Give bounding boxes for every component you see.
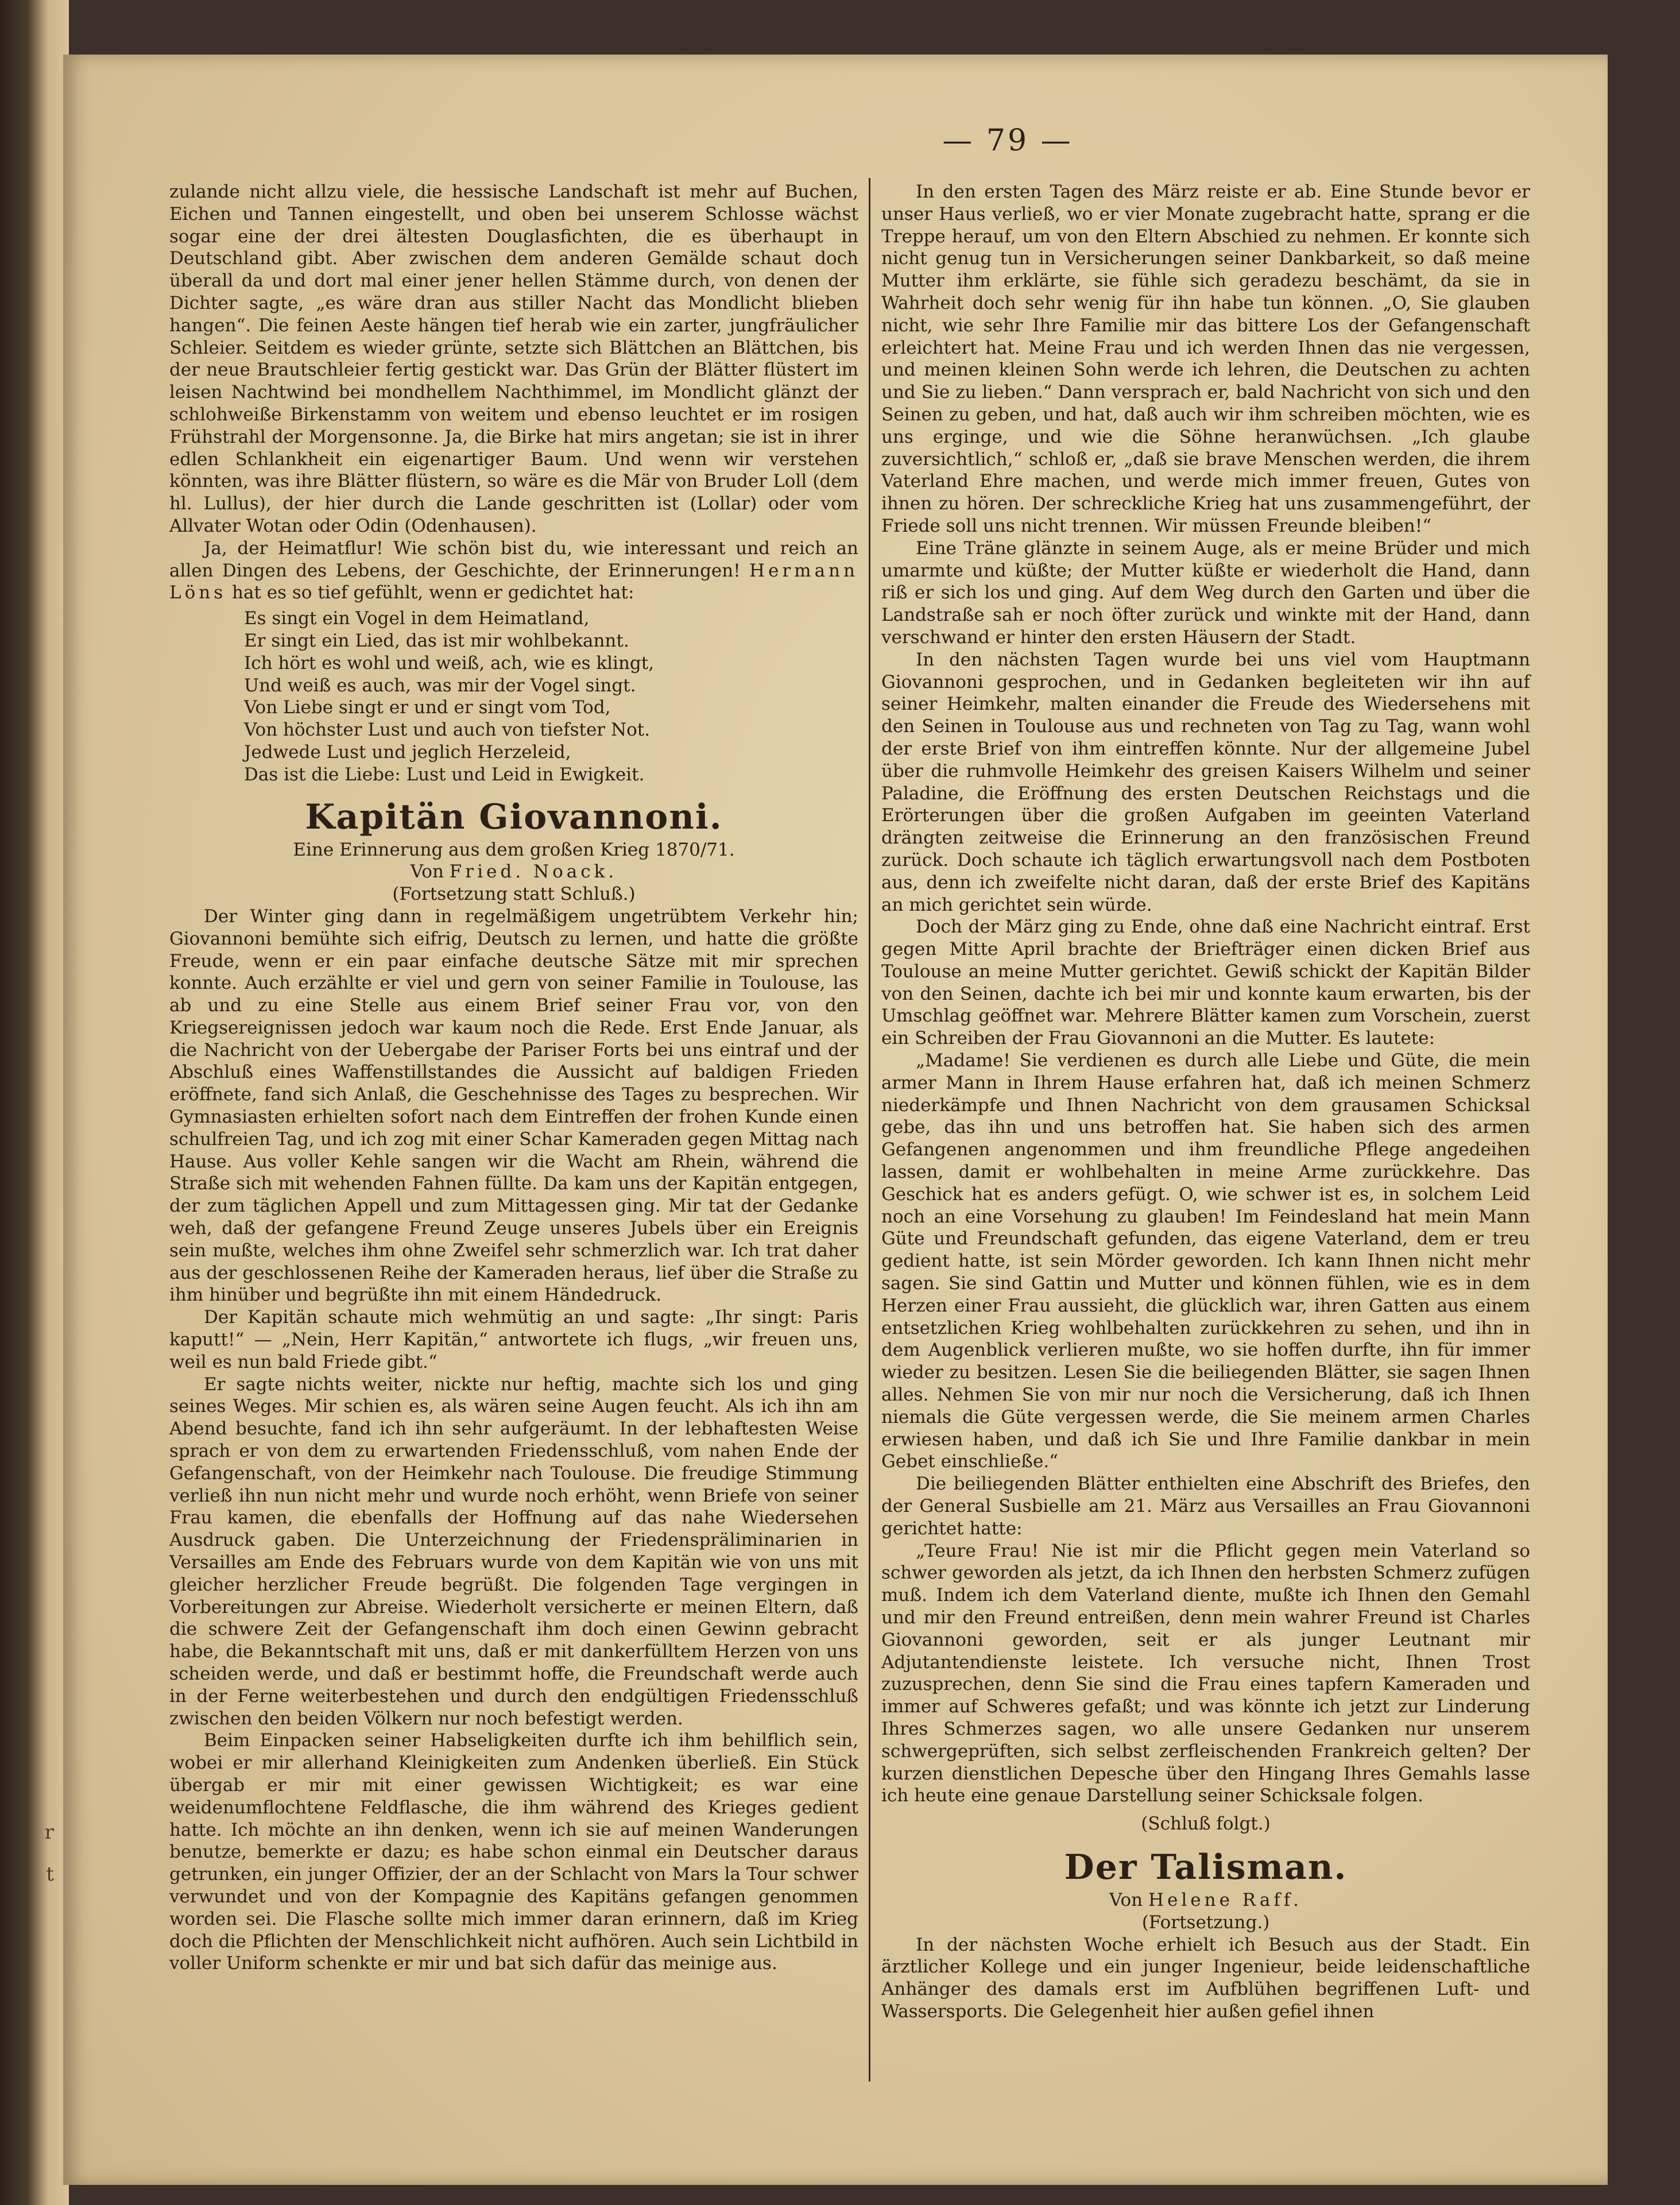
story-subtitle: Eine Erinnerung aus dem großen Krieg 1870/71. <box>293 839 735 860</box>
page <box>63 55 1608 2185</box>
margin-fragment <box>6 1089 57 1110</box>
margin-fragment <box>6 1948 57 1969</box>
margin-fragment <box>6 1843 57 1864</box>
poem-line: Es singt ein Vogel in dem Heimatland, <box>244 608 590 629</box>
margin-fragment <box>6 1403 57 1424</box>
margin-fragment <box>6 1529 57 1550</box>
margin-fragment <box>6 544 57 565</box>
story-title: Kapitän Giovannoni. <box>305 796 723 837</box>
margin-fragment <box>6 1780 57 1801</box>
margin-fragment <box>6 271 57 292</box>
margin-fragment <box>6 439 57 460</box>
margin-fragment <box>6 187 57 208</box>
margin-fragment <box>6 1717 57 1739</box>
poem-line: Das ist die Liebe: Lust und Leid in Ewigkeit. <box>244 764 645 785</box>
margin-fragment <box>6 1361 57 1382</box>
margin-fragment <box>6 774 57 795</box>
margin-fragment <box>6 1969 57 1990</box>
paragraph: In der nächsten Woche erhielt ich Besuch aus der Stadt. Ein ärztlicher Kollege und ein junger Ingenieur, beide leidenschaftliche Anhänger des damals erst im Aufblühen begriffenen Luft- und Wassersports. Die Gelegenheit hier außen gefiel ihnen <box>881 1934 1530 2022</box>
margin-fragment <box>6 1654 57 1676</box>
margin-fragment <box>6 1277 57 1298</box>
margin-fragment <box>6 586 57 607</box>
margin-fragment <box>6 1487 57 1508</box>
paragraph: Der Winter ging dann in regelmäßigem ungetrübtem Verkehr hin; Giovannoni bemühte sich eifrig, Deutsch zu lernen, und hatte die größte Freude, wenn er ein paar einfache deutsche Sätze mit mir sprechen konnte. Auch erzählte er viel und gern von seiner Familie in Toulouse, las ab und zu eine Stelle aus einem Brief seiner Frau vor, von den Kriegsereignissen jedoch war kaum noch die Rede. Erst Ende Januar, als die Nachricht von der Uebergabe der Pariser Forts bei uns eintraf und der Abschluß eines Waffenstillstandes die Aussicht auf baldigen Frieden eröffnete, fand sich Anlaß, die Geschehnisse des Tages zu besprechen. Wir Gymnasiasten erhielten sofort nach dem Eintreffen der frohen Kunde einen schulfreien Tag, und ich zog mit einer Schar Kameraden gegen Mittag nach Hause. Aus voller Kehle sangen wir die Wacht am Rhein, während die Straße sich mit wehenden Fahnen füllte. Da kam uns der Kapitän entgegen, der zum täglichen Appell und zum Mittagessen ging. Mir tat der Gedanke weh, daß der gefangene Freund Zeuge unseres Jubels über ein Ereignis sein mußte, welches ihm ohne Zweifel sehr schmerzlich war. Ich trat daher aus der geschlossenen Reihe der Kameraden heraus, lief über die Straße zu ihm hinüber und begrüßte ihn mit einem Händedruck. <box>169 906 858 1306</box>
column-rule <box>869 178 870 2082</box>
margin-fragment <box>6 1990 57 2011</box>
margin-fragment <box>6 2032 57 2053</box>
margin-fragment <box>6 481 57 502</box>
margin-fragment <box>6 2011 57 2032</box>
margin-fragment <box>6 502 57 523</box>
margin-fragment <box>6 690 57 711</box>
margin-fragment <box>6 564 57 586</box>
poem-line: Von Liebe singt er und er singt vom Tod, <box>244 697 611 718</box>
margin-fragment <box>6 313 57 334</box>
poem-line: Von höchster Lust und auch von tiefster Not. <box>244 719 651 741</box>
margin-fragment <box>6 1612 57 1634</box>
intro-text <box>169 181 858 537</box>
margin-fragment <box>6 1424 57 1445</box>
margin-fragment <box>6 1676 57 1697</box>
right-column <box>881 181 1530 2023</box>
poem-line: Und weiß es auch, was mir der Vogel singt. <box>244 675 636 696</box>
margin-fragment <box>6 858 57 879</box>
margin-fragment <box>6 753 57 775</box>
margin-fragment <box>6 1570 57 1592</box>
paragraph: Eine Träne glänzte in seinem Auge, als er meine Brüder und mich umarmte und küßte; der Mutter küßte er wiederholt die Hand, dann riß er sich los und ging. Auf dem Weg durch den Garten und über die Landstraße sah er noch öfter zurück und winkte mit der Hand, dann verschwand er hinter den ersten Häusern der Stadt. <box>881 537 1530 648</box>
margin-fragment <box>6 921 57 942</box>
margin-fragment <box>6 1445 57 1466</box>
paragraph: Der Kapitän schaute mich wehmütig an und sagte: „Ihr singt: Paris kaputt!“ — „Nein, Herr Kapitän,“ antwortete ich flugs, „wir freuen uns, weil es nun bald Friede gibt.“ <box>169 1307 858 1372</box>
margin-fragment <box>6 250 57 272</box>
margin-fragment <box>6 1466 57 1487</box>
poem-author: Hermann Löns <box>169 560 858 604</box>
margin-fragment <box>6 1550 57 1571</box>
poem <box>244 608 858 786</box>
margin-fragment <box>6 711 57 733</box>
poem-intro: Ja, der Heimatflur! Wie schön bist du, wie interessant und reich an allen Dingen des Lebens, der Geschichte, der Erinnerungen! Hermann Löns hat es so tief gefühlt, wenn er gedichtet hat: <box>169 537 858 604</box>
paragraph: Doch der März ging zu Ende, ohne daß eine Nachricht eintraf. Erst gegen Mitte April brachte der Briefträger einen dicken Brief aus Toulouse an meine Mutter gerichtet. Gewiß schickt der Kapitän Bilder von den Seinen, dachte ich bei mir und konnte kaum erwarten, bis der Umschlag geöffnet war. Mehrere Blätter kamen zum Vorschein, zuerst ein Schreiben der Frau Giovannoni an die Mutter. Es lautete: <box>881 916 1530 1049</box>
margin-fragment <box>6 670 57 691</box>
margin-fragment <box>6 1382 57 1403</box>
page-number: — 79 — <box>942 123 1073 158</box>
margin-fragment <box>6 1067 57 1089</box>
paragraph: „Madame! Sie verdienen es durch alle Liebe und Güte, die mein armer Mann in Ihrem Hause erfahren hat, daß ich meinen Schmerz niederkämpfe und Ihnen Nachricht von dem grausamen Schicksal gebe, das ihn und uns betroffen hat. Sie haben sich des armen Gefangenen angenommen und ihm freundliche Pflege angedeihen lassen, damit er wohlbehalten in meine Arme zurückkehre. Das Geschick hat es anders gefügt. O, wie schwer ist es, in solchem Leid noch an eine Vorsehung zu glauben! Im Feindesland hat mein Mann Güte und Freundschaft gefunden, das eigene Vaterland, dem er treu gedient hatte, ist sein Mörder geworden. Ich kann Ihnen nicht mehr sagen. Sie sind Gattin und Mutter und können fühlen, wie es in dem Herzen einer Frau aussieht, die glücklich war, ihren Gatten aus einem entsetzlichen Krieg wohlbehalten zurückkehren zu sehen, und ihn in dem Augenblick verlieren mußte, wo sie hoffen durfte, ihn für immer wieder zu besitzen. Lesen Sie die beiliegenden Blätter, sie sagen Ihnen alles. Nehmen Sie von mir nur noch die Versicherung, daß ich Ihnen niemals die Güte vergessen werde, die Sie meinem armen Charles erwiesen haben, und daß ich Sie und Ihre Familie dankbar in mein Gebet einschließe.“ <box>881 1050 1530 1472</box>
poem-line: Ich hört es wohl und weiß, ach, wie es klingt, <box>244 652 655 674</box>
margin-fragment <box>6 1214 57 1236</box>
margin-fragment <box>6 523 57 544</box>
margin-fragment: t <box>46 1863 54 1886</box>
continued-note: (Schluß folgt.) <box>1141 1813 1271 1835</box>
margin-fragment <box>6 229 57 250</box>
margin-fragment <box>6 1026 57 1047</box>
margin-fragment <box>6 1047 57 1068</box>
paragraph: Er sagte nichts weiter, nickte nur heftig, machte sich los und ging seines Weges. Mir schien es, als wären seine Augen feucht. Als ich ihn am Abend besuchte, fand ich ihn sehr aufgeräumt. In der lebhaftesten Weise sprach er von dem zu erwartenden Friedensschluß, vom nahen Ende der Gefangenschaft, von der Heimkehr nach Toulouse. Die freudige Stimmung verließ ihn nun nicht mehr und wurde noch erhöht, wenn Briefe von seiner Frau kamen, die ebenfalls der Hoffnung auf das nahe Wiedersehen Ausdruck gaben. Die Unterzeichnung der Friedenspräliminarien in Versailles am Ende des Februars wurde von dem Kapitän wie von uns mit gleicher herzlicher Freude begrüßt. Die folgenden Tage vergingen in Vorbereitungen zur Abreise. Wiederholt versicherte er meinen Eltern, daß die schwere Zeit der Gefangenschaft ihm doch einen Gewinn gebracht habe, die Bekanntschaft mit uns, daß er mit dankerfülltem Herzen von uns scheiden werde, und daß er bestimmt hoffe, die Freundschaft werde auch in der Ferne weiterbestehen und durch den endgültigen Friedensschluß zwischen den beiden Völkern nur noch befestigt werden. <box>169 1374 858 1729</box>
margin-fragment <box>6 334 57 355</box>
margin-fragment <box>6 292 57 314</box>
margin-fragment <box>6 879 57 900</box>
margin-fragment <box>6 837 57 858</box>
margin-fragment <box>6 1151 57 1173</box>
margin-fragment <box>6 1340 57 1361</box>
story-byline: Von Fried. Noack. <box>410 861 618 883</box>
margin-fragment <box>6 1801 57 1823</box>
margin-fragment <box>6 355 57 376</box>
margin-fragment <box>6 1173 57 1194</box>
margin-fragment <box>6 1906 57 1927</box>
paragraph: zulande nicht allzu viele, die hessische Landschaft ist mehr auf Buchen, Eichen und Tannen eingestellt, und oben bei unserem Schlosse wächst sogar eine der drei ältesten Douglasfichten, die es überhaupt in Deutschland gibt. Aber zwischen dem anderen Gemälde schaut doch überall da und dort mal einer jener hellen Stämme durch, von denen der Dichter sagte, „es wäre dran aus stiller Nacht das Mondlicht blieben hangen“. Die feinen Aeste hängen tief herab wie ein zarter, jungfräulicher Schleier. Seitdem es wieder grünte, setzte sich Blättchen an Blättchen, bis der neue Brautschleier fertig gestickt war. Das Grün der Blätter flüstert im leisen Nachtwind bei mondhellem Nachthimmel, im Mondlicht glänzt der schlohweiße Birkenstamm von weitem und ebenso leuchtet er im rosigen Frühstrahl der Morgensonne. Ja, die Birke hat mirs angetan; sie ist in ihrer edlen Schlankheit ein eigenartiger Baum. Und wenn wir verstehen könnten, was ihre Blätter flüstern, so wäre es die Mär von Bruder Loll (dem hl. Lullus), der hier durch die Lande geschritten ist (Lollar) oder vom Allvater Wotan oder Odin (Odenhausen). <box>169 181 858 536</box>
story-continuation <box>881 181 1530 1807</box>
story-text <box>169 906 858 1975</box>
margin-fragment <box>6 1193 57 1214</box>
margin-fragment <box>6 2053 57 2056</box>
margin-fragment <box>6 1109 57 1131</box>
margin-fragment <box>6 1696 57 1717</box>
paragraph: „Teure Frau! Nie ist mir die Pflicht gegen mein Vaterland so schwer geworden als jetzt, da ich Ihnen den herbsten Schmerz zufügen muß. Indem ich dem Vaterland diente, mußte ich Ihnen den Gemahl und mir den Freund entreißen, denn mein wahrer Freund ist Charles Giovannoni geworden, seit er als junger Leutnant mir Adjutantendienste leistete. Ich versuche nicht, Ihnen Trost zuzusprechen, denn Sie sind die Frau eines tapfern Kameraden und immer auf Schweres gefaßt; und was könnte ich jetzt zur Linderung Ihres Schmerzes sagen, wo alle unsere Gedanken nur unserem schwergeprüften, sich selbst zerfleischenden Frankreich gelten? Der kurzen dienstlichen Depesche über den Hingang Ihres Gemahls lasse ich heute eine genaue Darstellung seiner Schicksale folgen. <box>881 1540 1530 1806</box>
paragraph: Beim Einpacken seiner Habseligkeiten durfte ich ihm behilflich sein, wobei er mir allerhand Kleinigkeiten zum Andenken überließ. Ein Stück übergab er mir mit einer gewissen Wichtigkeit; es war eine weidenumflochtene Feldflasche, die ihm während des Krieges gedient hatte. Ich möchte an ihn denken, wenn ich sie auf meinen Wanderungen benutze, bemerkte er dazu; es habe schon einmal ein Deutscher daraus getrunken, ein junger Offizier, der an der Schlacht von Mars la Tour schwer verwundet und von der Kompagnie des Kapitäns gefangen genommen worden sei. Die Flasche sollte mich immer daran erinnern, daß im Krieg doch die Pflichten der Menschlichkeit nicht aufhören. Auch sein Lichtbild in voller Uniform schenkte er mir und bat sich dafür das meinige aus. <box>169 1730 858 1974</box>
margin-fragment <box>6 1885 57 1906</box>
margin-fragment <box>6 628 57 649</box>
margin-fragment <box>6 103 57 125</box>
poem-line: Jedwede Lust und jeglich Herzeleid, <box>244 741 571 763</box>
margin-fragment <box>6 963 57 984</box>
margin-fragment <box>6 942 57 963</box>
margin-fragment <box>6 145 57 167</box>
story2-text <box>881 1934 1530 2023</box>
margin-fragment <box>6 732 57 753</box>
poem-line: Er singt ein Lied, das ist mir wohlbekannt. <box>244 630 629 651</box>
margin-fragment <box>6 1235 57 1256</box>
margin-fragment <box>6 1005 57 1026</box>
margin-fragment <box>6 1738 57 1759</box>
margin-fragment <box>6 1634 57 1655</box>
paragraph: In den nächsten Tagen wurde bei uns viel vom Hauptmann Giovannoni gesprochen, und in Gedanken begleiteten wir ihn auf seiner Heimkehr, malten einander die Freude des Wiedersehens mit den Seinen in Toulouse aus und rechneten von Tag zu Tag, wann wohl der erste Brief von ihm eintreffen könnte. Nur der allgemeine Jubel über die ruhmvolle Heimkehr des greisen Kaisers Wilhelm und seiner Paladine, die Eröffnung des ersten Deutschen Reichstags und die Erörterungen über die großen Aufgaben im geeinten Vaterland drängten zeitweise die Erinnerung an den französischen Freund zurück. Doch schaute ich täglich erwartungsvoll nach dem Postboten aus, denn ich zweifelte nicht daran, daß der erste Brief des Kapitäns an mich gerichtet sein würde. <box>881 649 1530 915</box>
margin-fragment <box>6 1759 57 1781</box>
margin-fragment <box>6 1592 57 1613</box>
margin-fragment <box>6 1927 57 1948</box>
story2-note: (Fortsetzung.) <box>1141 1912 1270 1933</box>
margin-fragment <box>6 1256 57 1278</box>
margin-fragment <box>6 606 57 628</box>
left-column <box>169 181 858 1975</box>
paragraph: In den ersten Tagen des März reiste er ab. Eine Stunde bevor er unser Haus verließ, wo er vier Monate zugebracht hatte, sprang er die Treppe herauf, um von den Eltern Abschied zu nehmen. Er konnte sich nicht genug tun in Versicherungen seiner Dankbarkeit, so daß meine Mutter ihm erklärte, sie fühle sich geradezu beschämt, da sie in Wahrheit doch sehr wenig für ihn habe tun können. „O, Sie glauben nicht, wie sehr Ihre Familie mir das bittere Los der Gefangenschaft erleichtert hat. Meine Frau und ich werden Ihnen das nie vergessen, und meinen kleinen Sohn werde ich lehren, die Deutschen zu achten und Sie zu lieben.“ Dann versprach er, bald Nachricht von sich und den Seinen zu geben, und hat, daß auch wir ihm schreiben möchten, wie es uns erginge, und wie die Söhne heranwüchsen. „Ich glaube zuversichtlich,“ schloß er, „daß sie brave Menschen werden, die ihrem Vaterland Ehre machen, und werde mich immer freuen, Gutes von ihnen zu hören. Der schreckliche Krieg hat uns zusammengeführt, der Friede soll uns nicht trennen. Wir müssen Freunde bleiben!“ <box>881 181 1530 536</box>
margin-fragment <box>6 984 57 1005</box>
margin-fragment: r <box>44 1821 54 1844</box>
margin-fragment <box>6 795 57 817</box>
margin-fragment <box>6 208 57 230</box>
margin-fragment <box>6 1298 57 1320</box>
margin-fragment <box>6 460 57 481</box>
margin-fragment <box>6 900 57 921</box>
story2-title: Der Talisman. <box>1064 1847 1348 1887</box>
paragraph: Die beiliegenden Blätter enthielten eine Abschrift des Briefes, den der General Susbielle am 21. März aus Versailles an Frau Giovannoni gerichtet hatte: <box>881 1473 1530 1539</box>
margin-fragment <box>6 1508 57 1529</box>
margin-fragment <box>6 1319 57 1340</box>
adjacent-page-fragment <box>6 103 57 2056</box>
margin-fragment <box>6 1131 57 1152</box>
margin-fragment <box>6 376 57 397</box>
margin-fragment <box>6 648 57 670</box>
story-note: (Fortsetzung statt Schluß.) <box>392 884 636 905</box>
margin-fragment <box>6 125 57 146</box>
margin-fragment <box>6 418 57 439</box>
margin-fragment <box>6 167 57 188</box>
story2-byline: Von Helene Raff. <box>1109 1889 1303 1910</box>
margin-fragment <box>6 816 57 837</box>
margin-fragment <box>6 397 57 418</box>
